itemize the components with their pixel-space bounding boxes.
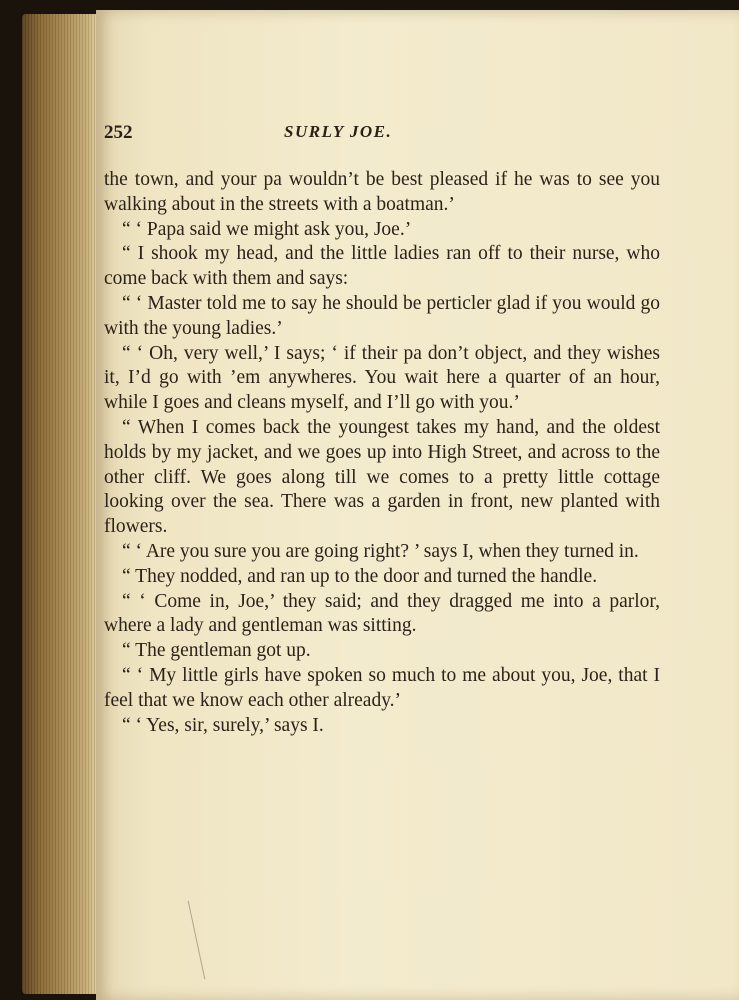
- paragraph: “ I shook my head, and the little ladies ran off to their nurse, who come back with them and says:: [104, 243, 660, 290]
- page-header: [104, 122, 699, 152]
- paragraph: “ ‘ Master told me to say he should be perticler glad if you would go with the young ladies.’: [104, 292, 660, 339]
- paragraph: “ ‘ Oh, very well,’ I says; ‘ if their pa don’t object, and they wishes it, I’d go with ’em anywheres. You wait here a quarter of an hour, while I goes and cleans myself, and I’ll go with you.’: [104, 342, 660, 414]
- paragraph: “ When I comes back the youngest takes my hand, and the oldest holds by my jacket, and we goes up into High Street, and across to the other cliff. We goes along till we comes to a pretty little cottage looking over the sea. There was a garden in front, new planted with flowers.: [104, 416, 660, 538]
- paragraph: “ ‘ Come in, Joe,’ they said; and they dragged me into a parlor, where a lady and gentleman was sitting.: [104, 590, 660, 637]
- running-head: SURLY JOE.: [284, 122, 393, 141]
- page-number: 252: [104, 122, 133, 143]
- paragraph: “ The gentleman got up.: [122, 640, 311, 662]
- page-edges: [22, 14, 100, 994]
- paragraph: “ ‘ Papa said we might ask you, Joe.’: [122, 218, 412, 240]
- body-text: [104, 168, 660, 738]
- paragraph: the town, and your pa wouldn’t be best pleased if he was to see you walking about in the streets with a boatman.’: [104, 169, 660, 215]
- paragraph: “ ‘ Are you sure you are going right? ’ says I, when they turned in.: [122, 540, 639, 562]
- paragraph: “ They nodded, and ran up to the door and turned the handle.: [122, 565, 598, 587]
- paragraph: “ ‘ My little girls have spoken so much to me about you, Joe, that I feel that we know each other already.’: [104, 664, 660, 711]
- paragraph: “ ‘ Yes, sir, surely,’ says I.: [122, 714, 324, 736]
